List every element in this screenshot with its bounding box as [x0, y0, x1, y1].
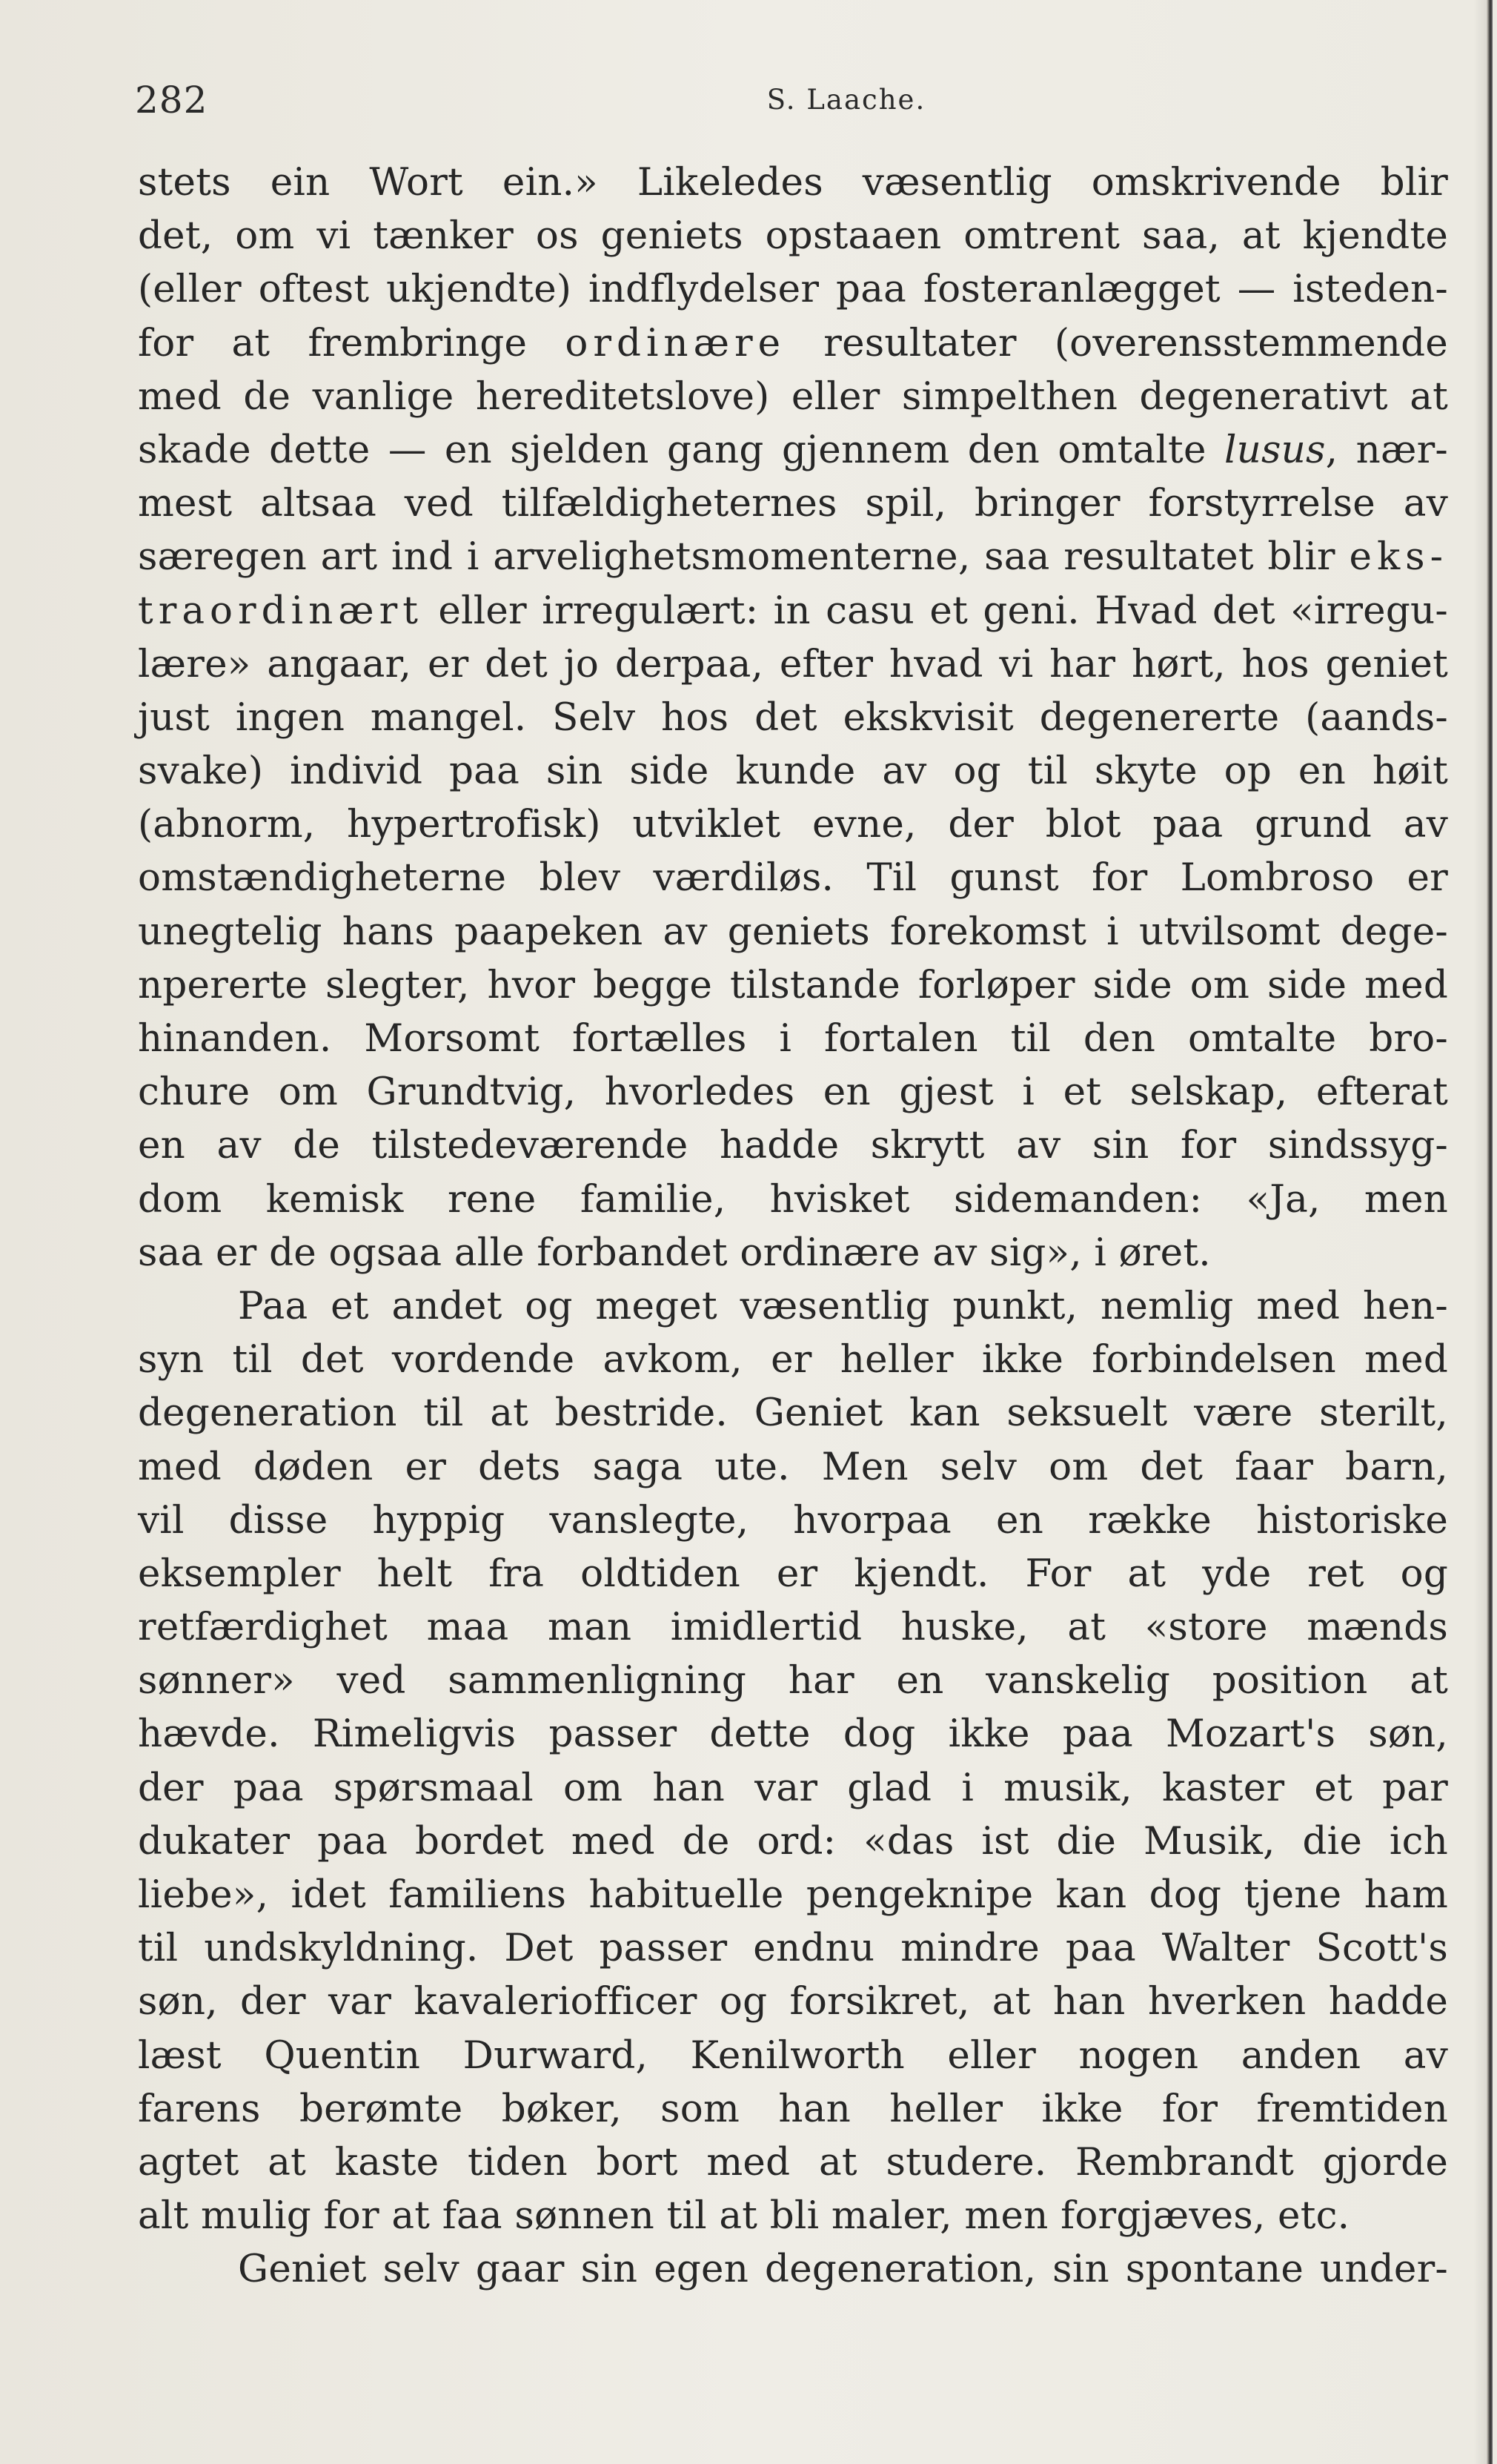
spaced-emphasis: eks-: [1349, 534, 1448, 580]
text-run: Geniet selv gaar sin egen degeneration, sin spontane under-: [238, 2247, 1448, 2292]
text-line: [138, 209, 1448, 262]
text-line: [138, 477, 1448, 530]
text-run: med de vanlige hereditetslove) eller simpelthen degenerativt at: [138, 374, 1448, 419]
text-line: [138, 1815, 1448, 1868]
text-line: [138, 2029, 1448, 2082]
text-run: npererte slegter, hvor begge tilstande forløper side om side med: [138, 962, 1448, 1007]
text-line: [138, 1440, 1448, 1494]
text-line: [138, 905, 1448, 958]
text-line: [138, 1065, 1448, 1119]
text-line: [138, 584, 1448, 637]
text-run: lære» angaar, er det jo derpaa, efter hvad vi har hørt, hos geniet: [138, 641, 1448, 686]
text-run: søn, der var kavaleriofficer og forsikret, at han hverken hadde: [138, 1979, 1448, 2024]
text-line: [138, 637, 1448, 691]
paragraph-start-line: [138, 2242, 1448, 2296]
text-run: mest altsaa ved tilfældigheternes spil, bringer forstyrrelse av: [138, 481, 1448, 526]
text-line: [138, 1333, 1448, 1386]
body-text: [138, 156, 1448, 2296]
running-head: S. Laache.: [766, 84, 926, 116]
text-line: [138, 851, 1448, 904]
paragraph-start-line: [138, 1279, 1448, 1333]
text-run: just ingen mangel. Selv hos det ekskvisit degenererte (aands-: [138, 695, 1448, 740]
text-run: Paa et andet og meget væsentlig punkt, nemlig med hen-: [238, 1283, 1448, 1328]
paragraph-end-line: [138, 1226, 1448, 1279]
text-line: [138, 530, 1448, 583]
text-run: resultater (overensstemmende: [786, 320, 1448, 365]
text-line: [138, 2136, 1448, 2189]
text-line: [138, 798, 1448, 851]
text-line: [138, 156, 1448, 209]
text-line: [138, 2082, 1448, 2136]
text-run: svake) individ paa sin side kunde av og til skyte op en høit: [138, 749, 1448, 794]
text-line: [138, 1654, 1448, 1707]
text-run: til undskyldning. Det passer endnu mindre paa Walter Scott's: [138, 1926, 1448, 1971]
page-edge-line: [1487, 0, 1493, 2464]
text-run: en av de tilstedeværende hadde skrytt av sin for sindssyg-: [138, 1123, 1448, 1168]
text-run: stets ein Wort ein.» Likeledes væsentlig omskrivende blir: [138, 160, 1448, 205]
text-line: [138, 1761, 1448, 1815]
text-line: [138, 1868, 1448, 1921]
text-run: liebe», idet familiens habituelle pengeknipe kan dog tjene ham: [138, 1872, 1448, 1917]
text-run: eksempler helt fra oldtiden er kjendt. For at yde ret og: [138, 1551, 1448, 1596]
text-run: syn til det vordende avkom, er heller ikke forbindelsen med: [138, 1337, 1448, 1382]
text-run: , nær-: [1325, 427, 1448, 472]
page-header: [135, 74, 1439, 126]
text-run: der paa spørsmaal om han var glad i musik, kaster et par: [138, 1765, 1448, 1810]
text-line: [138, 1707, 1448, 1761]
text-run: omstændigheterne blev værdiløs. Til gunst for Lombroso er: [138, 855, 1448, 901]
text-line: [138, 1386, 1448, 1440]
text-line: [138, 744, 1448, 798]
text-run: agtet at kaste tiden bort med at studere. Rembrandt gjorde: [138, 2139, 1448, 2185]
italic-term: lusus: [1224, 427, 1326, 472]
text-run: særegen art ind i arvelighetsmomenterne, saa resultatet blir: [138, 534, 1350, 580]
text-line: [138, 423, 1448, 477]
page-edge-shadow: [1473, 0, 1487, 2464]
text-line: [138, 1173, 1448, 1226]
text-run: sønner» ved sammenligning har en vanskelig position at: [138, 1658, 1448, 1703]
text-line: [138, 1547, 1448, 1600]
text-line: [138, 1012, 1448, 1065]
text-run: med døden er dets saga ute. Men selv om det faar barn,: [138, 1444, 1448, 1489]
spaced-emphasis: ordinære: [565, 320, 786, 365]
text-run: retfærdighet maa man imidlertid huske, at «store mænds: [138, 1605, 1448, 1650]
text-line: [138, 958, 1448, 1012]
text-line: [138, 1119, 1448, 1172]
paragraph-end-line: [138, 2189, 1448, 2242]
text-run: hinanden. Morsomt fortælles i fortalen til den omtalte bro-: [138, 1016, 1448, 1061]
text-run: dukater paa bordet med de ord: «das ist die Musik, die ich: [138, 1818, 1448, 1864]
text-line: [138, 1600, 1448, 1654]
text-run: det, om vi tænker os geniets opstaaen omtrent saa, at kjendte: [138, 213, 1448, 259]
text-run: degeneration til at bestride. Geniet kan seksuelt være sterilt,: [138, 1391, 1448, 1436]
text-line: [138, 370, 1448, 423]
text-line: [138, 1921, 1448, 1975]
text-run: eller irregulært: in casu et geni. Hvad det «irregu-: [422, 588, 1448, 633]
text-run: (abnorm, hypertrofisk) utviklet evne, der blot paa grund av: [138, 802, 1448, 847]
text-line: [138, 317, 1448, 370]
text-run: skade dette — en sjelden gang gjennem den omtalte: [138, 427, 1224, 472]
text-line: [138, 691, 1448, 744]
text-run: hævde. Rimeligvis passer dette dog ikke paa Mozart's søn,: [138, 1712, 1448, 1757]
page-number: 282: [135, 79, 208, 122]
text-run: (eller oftest ukjendte) indflydelser paa fosteranlægget — isteden-: [138, 267, 1448, 312]
text-run: læst Quentin Durward, Kenilworth eller nogen anden av: [138, 2033, 1448, 2078]
text-line: [138, 1494, 1448, 1547]
text-line: [138, 1975, 1448, 2028]
text-run: alt mulig for at faa sønnen til at bli maler, men forgjæves, etc.: [138, 2193, 1350, 2239]
spaced-emphasis: traordinært: [138, 588, 423, 633]
text-line: [138, 262, 1448, 316]
text-run: vil disse hyppig vanslegte, hvorpaa en række historiske: [138, 1497, 1448, 1543]
text-run: unegtelig hans paapeken av geniets forekomst i utvilsomt dege-: [138, 909, 1448, 954]
text-run: farens berømte bøker, som han heller ikke for fremtiden: [138, 2086, 1448, 2131]
text-run: chure om Grundtvig, hvorledes en gjest i et selskap, efterat: [138, 1070, 1448, 1115]
text-run: saa er de ogsaa alle forbandet ordinære av sig», i øret.: [138, 1230, 1211, 1275]
text-run: for at frembringe: [138, 320, 565, 365]
text-run: dom kemisk rene familie, hvisket sidemanden: «Ja, men: [138, 1176, 1448, 1222]
